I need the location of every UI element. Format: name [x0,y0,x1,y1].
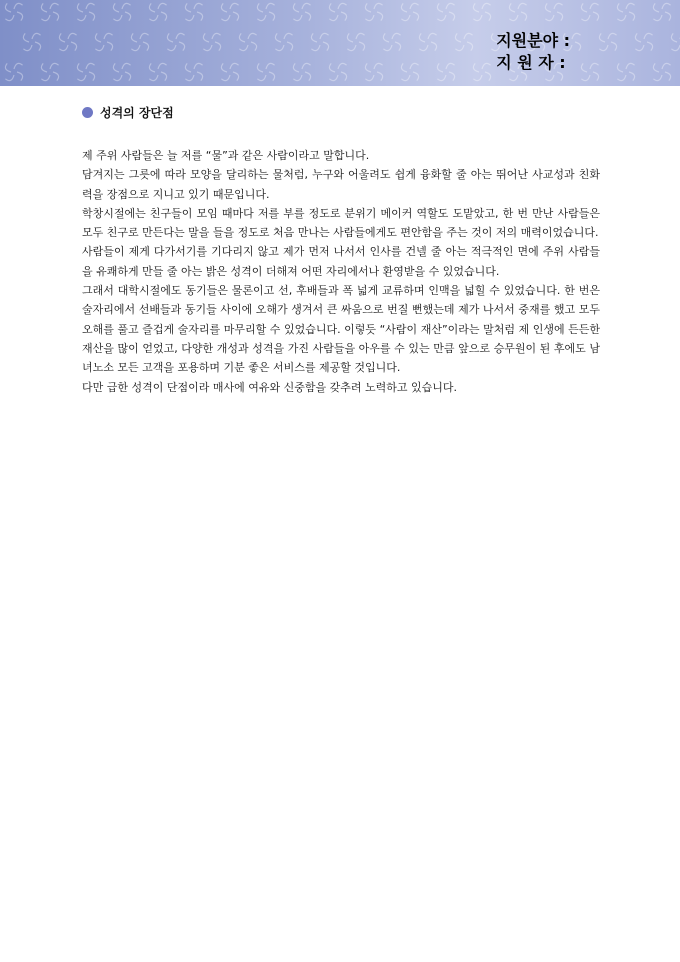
swirl-stroke [293,75,302,81]
swirl-stroke [419,45,428,51]
swirl-stroke [50,3,59,9]
swirl-stroke [257,75,266,81]
swirl-stroke [221,75,230,81]
swirl-stroke [446,63,455,69]
swirl-stroke [89,72,95,81]
swirl-stroke [86,63,95,69]
swirl-stroke [629,72,635,81]
swirl-stroke [626,63,635,69]
swirl-stroke [572,33,581,39]
swirl-stroke [302,3,311,9]
swirl-pattern [0,0,680,86]
swirl-stroke [653,63,659,72]
swirl-stroke [554,3,563,9]
applicant-label: 지 원 자 : [496,53,566,72]
swirl-stroke [293,3,299,12]
swirl-stroke [221,3,227,12]
swirl-stroke [248,33,257,39]
swirl-stroke [617,63,623,72]
circle-bullet-icon [82,107,93,118]
swirl-stroke [653,3,659,12]
swirl-stroke [5,75,14,81]
swirl-stroke [347,45,356,51]
swirl-stroke [305,12,311,21]
swirl-stroke [302,63,311,69]
swirl-stroke [413,12,419,21]
swirl-stroke [377,72,383,81]
swirl-stroke [269,12,275,21]
swirl-stroke [41,75,50,81]
swirl-stroke [251,42,257,51]
swirl-stroke [86,3,95,9]
swirl-stroke [23,45,32,51]
swirl-stroke [635,33,641,42]
swirl-stroke [521,12,527,21]
swirl-stroke [194,3,203,9]
swirl-stroke [545,3,551,12]
swirl-stroke [392,33,401,39]
swirl-stroke [437,3,443,12]
swirl-stroke [113,3,119,12]
swirl-stroke [446,3,455,9]
swirl-stroke [68,33,77,39]
swirl-stroke [293,15,302,21]
swirl-stroke [14,3,23,9]
swirl-stroke [590,63,599,69]
swirl-stroke [482,63,491,69]
swirl-stroke [467,42,473,51]
swirl-stroke [608,33,617,39]
swirl-stroke [377,12,383,21]
swirl-stroke [104,33,113,39]
swirl-stroke [5,3,11,12]
swirl-stroke [275,33,281,42]
swirl-stroke [455,33,461,42]
swirl-stroke [428,33,437,39]
swirl-stroke [665,72,671,81]
swirl-stroke [257,15,266,21]
swirl-stroke [77,15,86,21]
swirl-stroke [431,42,437,51]
swirl-stroke [53,72,59,81]
swirl-stroke [485,12,491,21]
swirl-stroke [77,75,86,81]
swirl-stroke [95,45,104,51]
swirl-stroke [653,15,662,21]
swirl-stroke [149,63,155,72]
swirl-stroke [233,12,239,21]
swirl-stroke [485,72,491,81]
swirl-stroke [545,15,554,21]
swirl-stroke [413,72,419,81]
swirl-stroke [329,15,338,21]
swirl-stroke [167,45,176,51]
swirl-stroke [464,33,473,39]
swirl-stroke [239,45,248,51]
swirl-stroke [518,3,527,9]
swirl-stroke [347,33,353,42]
swirl-stroke [374,63,383,69]
swirl-stroke [437,15,446,21]
swirl-stroke [320,33,329,39]
swirl-stroke [50,63,59,69]
swirl-stroke [221,15,230,21]
swirl-stroke [671,45,680,51]
swirl-stroke [581,63,587,72]
swirl-stroke [323,42,329,51]
paragraph: 그래서 대학시절에도 동기들은 물론이고 선, 후배들과 폭 넓게 교류하며 인맥을 넓힐 수 있었습니다. 한 번은 술자리에서 선배들과 동기들 사이에 오해가 생겨서 큰 싸움으로 번질 뻔했는데 제가 나서서 중재를 했고 모두 오해를 풀고 즐겁게 술자리를 마무리할 수 있었습니다. 이렇듯 “사람이 재산”이라는 말처럼 제 인생에 든든한 재산을 많이 얻었고, 다양한 개성과 성격을 가진 사람들을 아우를 수 있는 만큼 앞으로 승무원이 된 후에도 남녀노소 모든 고객을 포용하며 기분 좋은 서비스를 제공할 것입니다. [82,284,600,375]
swirl-stroke [338,63,347,69]
swirl-stroke [41,3,47,12]
paragraph: 제 주위 사람들은 늘 저를 “물”과 같은 사람이라고 말합니다. [82,149,370,162]
swirl-stroke [113,75,122,81]
swirl-stroke [311,33,317,42]
swirl-stroke [359,42,365,51]
swirl-stroke [482,3,491,9]
swirl-stroke [383,33,389,42]
swirl-stroke [113,15,122,21]
swirl-stroke [617,15,626,21]
swirl-stroke [581,3,587,12]
swirl-stroke [329,75,338,81]
swirl-stroke [593,12,599,21]
swirl-stroke [140,33,149,39]
swirl-stroke [374,3,383,9]
swirl-stroke [230,63,239,69]
swirl-stroke [269,72,275,81]
swirl-stroke [509,15,518,21]
swirl-stroke [401,63,407,72]
swirl-stroke [158,3,167,9]
swirl-stroke [449,12,455,21]
swirl-stroke [125,12,131,21]
swirl-stroke [131,45,140,51]
swirl-stroke [161,72,167,81]
swirl-stroke [125,72,131,81]
swirl-stroke [581,75,590,81]
swirl-stroke [122,3,131,9]
swirl-stroke [5,63,11,72]
swirl-stroke [311,45,320,51]
swirl-stroke [107,42,113,51]
swirl-stroke [17,72,23,81]
swirl-stroke [365,75,374,81]
swirl-stroke [410,3,419,9]
swirl-stroke [77,3,83,12]
section-title: 성격의 장단점 [100,106,174,120]
swirl-stroke [437,63,443,72]
swirl-stroke [365,63,371,72]
swirl-stroke [287,42,293,51]
swirl-stroke [266,3,275,9]
paragraph: 사람들이 제게 다가서기를 기다리지 않고 제가 먼저 나서서 인사를 건넬 줄 아는 적극적인 면에 주위 사람들을 유쾌하게 만들 줄 아는 밝은 성격이 더해져 어떤 자리에서나 환영받을 수 있었습니다. [82,245,600,278]
swirl-stroke [419,33,425,42]
swirl-stroke [338,3,347,9]
swirl-stroke [203,33,209,42]
swirl-stroke [395,42,401,51]
swirl-stroke [131,33,137,42]
swirl-stroke [185,15,194,21]
paragraph: 학창시절에는 친구들이 모임 때마다 저를 부를 정도로 분위기 메이커 역할도 도맡았고, 한 번 만난 사람들은 모두 친구로 만든다는 말을 들을 정도로 처음 만나는 사람들에게도 편안함을 주는 것이 저의 매력이었습니다. [82,206,600,240]
swirl-stroke [59,45,68,51]
paragraph: 다만 급한 성격이 단점이라 매사에 여유와 신중함을 갖추려 노력하고 있습니다. [82,380,457,394]
swirl-stroke [383,45,392,51]
swirl-stroke [5,15,14,21]
swirl-stroke [266,63,275,69]
swirl-stroke [14,63,23,69]
swirl-stroke [239,33,245,42]
swirl-stroke [167,33,173,42]
swirl-stroke [671,33,677,42]
swirl-stroke [617,3,623,12]
swirl-stroke [647,42,653,51]
swirl-stroke [653,75,662,81]
swirl-stroke [581,15,590,21]
swirl-stroke [665,12,671,21]
swirl-stroke [212,33,221,39]
swirl-stroke [257,3,263,12]
swirl-stroke [599,33,605,42]
swirl-stroke [41,15,50,21]
swirl-stroke [626,3,635,9]
swirl-stroke [89,12,95,21]
swirl-stroke [644,33,653,39]
swirl-stroke [17,12,23,21]
swirl-stroke [203,45,212,51]
swirl-stroke [473,75,482,81]
swirl-stroke [176,33,185,39]
swirl-stroke [143,42,149,51]
swirl-stroke [437,75,446,81]
swirl-stroke [473,3,479,12]
swirl-stroke [365,3,371,12]
swirl-stroke [197,12,203,21]
swirl-stroke [149,3,155,12]
section-heading [82,104,174,121]
swirl-stroke [545,75,554,81]
swirl-stroke [473,15,482,21]
swirl-stroke [599,45,608,51]
swirl-stroke [593,72,599,81]
swirl-stroke [293,63,299,72]
swirl-stroke [284,33,293,39]
swirl-stroke [629,12,635,21]
swirl-stroke [509,3,515,12]
swirl-stroke [410,63,419,69]
swirl-stroke [356,33,365,39]
field-area-label: 지원분야 : [496,31,570,50]
swirl-stroke [149,75,158,81]
swirl-stroke [59,33,65,42]
swirl-stroke [113,63,119,72]
swirl-stroke [185,3,191,12]
swirl-stroke [179,42,185,51]
swirl-stroke [455,45,464,51]
swirl-stroke [77,63,83,72]
swirl-stroke [194,63,203,69]
swirl-stroke [32,33,41,39]
paragraph: 담겨지는 그릇에 따라 모양을 달리하는 물처럼, 누구와 어울려도 쉽게 융화할 줄 아는 뛰어난 사교성과 친화력을 장점으로 지니고 있기 때문입니다. [82,168,600,201]
swirl-stroke [590,3,599,9]
swirl-stroke [509,75,518,81]
swirl-stroke [185,63,191,72]
swirl-stroke [185,75,194,81]
swirl-stroke [233,72,239,81]
swirl-stroke [635,45,644,51]
swirl-stroke [617,75,626,81]
swirl-stroke [305,72,311,81]
swirl-stroke [329,3,335,12]
swirl-stroke [275,45,284,51]
swirl-stroke [122,63,131,69]
swirl-stroke [341,72,347,81]
swirl-stroke [215,42,221,51]
swirl-stroke [221,63,227,72]
header-banner [0,0,680,86]
swirl-stroke [449,72,455,81]
swirl-stroke [161,12,167,21]
swirl-stroke [611,42,617,51]
swirl-stroke [662,3,671,9]
essay-body [82,146,600,397]
swirl-stroke [230,3,239,9]
swirl-stroke [53,12,59,21]
swirl-stroke [197,72,203,81]
swirl-stroke [149,15,158,21]
swirl-stroke [575,42,581,51]
applicant-info [496,30,570,74]
swirl-stroke [662,63,671,69]
swirl-stroke [473,63,479,72]
swirl-stroke [257,63,263,72]
swirl-stroke [557,12,563,21]
swirl-stroke [158,63,167,69]
swirl-stroke [35,42,41,51]
swirl-stroke [71,42,77,51]
swirl-stroke [95,33,101,42]
swirl-stroke [365,15,374,21]
swirl-stroke [401,75,410,81]
swirl-stroke [41,63,47,72]
swirl-stroke [401,15,410,21]
swirl-stroke [329,63,335,72]
swirl-stroke [401,3,407,12]
swirl-stroke [23,33,29,42]
swirl-stroke [341,12,347,21]
